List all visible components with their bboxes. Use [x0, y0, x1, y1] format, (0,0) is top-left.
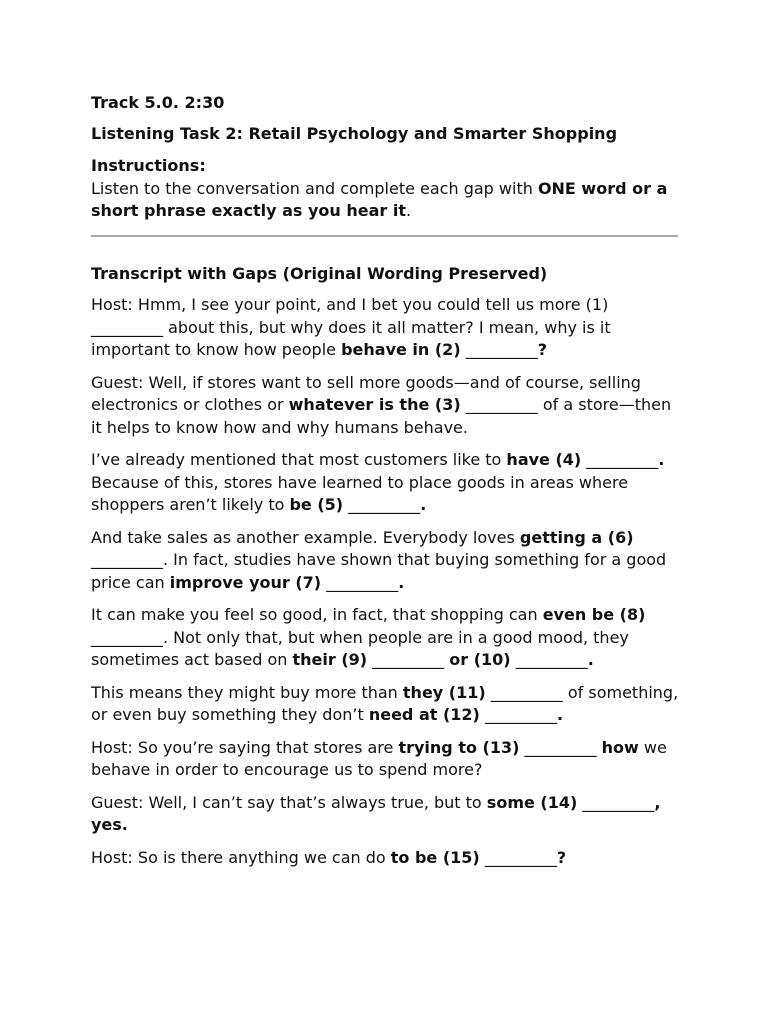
- transcript-paragraph-9: [91, 847, 681, 870]
- transcript-emphasis: even be (8): [542, 605, 646, 624]
- transcript-paragraph-6: [91, 682, 681, 727]
- worksheet: [91, 92, 681, 879]
- transcript-emphasis: behave in (2): [341, 340, 461, 359]
- transcript-emphasis: need at (12): [368, 705, 480, 724]
- instructions-text: [91, 178, 681, 223]
- transcript-paragraph-8: [91, 792, 681, 837]
- transcript-text: _________: [343, 495, 421, 514]
- transcript-emphasis: to be (15): [390, 847, 480, 867]
- track-info: Track 5.0. 2:30: [91, 93, 225, 112]
- transcript-text: This means they might buy more than: [91, 682, 403, 702]
- transcript-text: _________: [367, 650, 450, 669]
- transcript-text: _________: [479, 705, 557, 724]
- transcript-text: And take sales as another example. Everybody loves: [91, 527, 520, 547]
- transcript-paragraph-2: [91, 372, 681, 440]
- transcript-emphasis: ?: [537, 340, 547, 359]
- transcript-emphasis: .: [587, 650, 594, 669]
- transcript-text: _________: [577, 792, 655, 812]
- transcript-text: I’ve already mentioned that most customers like to: [91, 450, 507, 469]
- transcript-emphasis: improve your (7): [169, 572, 322, 592]
- transcript-text: Guest: Well, if stores want to sell more goods—and of course, selling electronics or clothes or: [91, 372, 641, 414]
- transcript-paragraph-7: [91, 737, 681, 782]
- instructions-heading: Instructions:: [91, 156, 206, 175]
- transcript-emphasis: getting a (6): [519, 527, 634, 547]
- transcript-text: _________: [479, 847, 557, 867]
- transcript-emphasis: whatever is the (3): [288, 395, 461, 414]
- transcript-emphasis: their (9): [292, 650, 368, 669]
- transcript-text: _________: [581, 450, 659, 469]
- transcript-paragraph-1: [91, 294, 681, 362]
- transcript-text: Host: Hmm, I see your point, and I bet you could tell us more (1) _________ about this, but why does it all matter? I mean, why is it important to know how people: [91, 295, 611, 359]
- transcript-text: _________ of something, or even buy something they don’t: [91, 682, 679, 724]
- transcript-emphasis: they (11): [402, 682, 486, 702]
- transcript-text: we behave in order to encourage us to spend more?: [91, 737, 667, 779]
- transcript-heading: Transcript with Gaps (Original Wording Preserved): [91, 263, 548, 283]
- transcript-text: _________: [519, 737, 602, 757]
- divider: [91, 235, 678, 237]
- transcript-emphasis: trying to (13): [398, 737, 520, 757]
- transcript-text: _________: [510, 650, 588, 669]
- transcript-paragraph-4: [91, 527, 681, 595]
- transcript-emphasis: .: [658, 450, 665, 469]
- transcript-emphasis: be (5): [289, 495, 344, 514]
- transcript-text: Host: So you’re saying that stores are: [91, 737, 399, 757]
- transcript-text: _________ of a store—then it helps to know how and why humans behave.: [91, 395, 672, 437]
- transcript-text: Host: So is there anything we can do: [91, 847, 391, 867]
- transcript-emphasis: how: [601, 737, 639, 757]
- instructions-emphasis: ONE word or a short phrase exactly as you hear it: [91, 178, 668, 220]
- transcript-emphasis: or (10): [449, 650, 511, 669]
- transcript-emphasis: .: [398, 572, 405, 592]
- transcript-emphasis: ?: [556, 847, 567, 867]
- task-title: Listening Task 2: Retail Psychology and Smarter Shopping: [91, 123, 618, 143]
- transcript-text: _________: [460, 340, 538, 359]
- instructions-text-part: .: [405, 201, 412, 220]
- transcript-text: Because of this, stores have learned to place goods in areas where shoppers aren’t likely to: [91, 472, 629, 514]
- transcript-emphasis: some (14): [486, 792, 578, 812]
- transcript-text: _________. In fact, studies have shown that buying something for a good price can: [91, 550, 667, 592]
- transcript-emphasis: .: [556, 705, 564, 724]
- transcript-emphasis: .: [420, 495, 427, 514]
- transcript-text: _________. Not only that, but when people are in a good mood, they sometimes act based on: [91, 627, 629, 669]
- transcript-paragraph-3: [91, 449, 681, 517]
- transcript-emphasis: , yes.: [91, 792, 661, 834]
- transcript-paragraph-5: [91, 604, 681, 672]
- transcript-emphasis: have (4): [506, 450, 582, 469]
- transcript-text: Guest: Well, I can’t say that’s always true, but to: [91, 792, 487, 812]
- instructions-text-part: Listen to the conversation and complete each gap with: [91, 178, 538, 198]
- transcript-text: It can make you feel so good, in fact, that shopping can: [91, 605, 543, 624]
- transcript-text: _________: [321, 572, 399, 592]
